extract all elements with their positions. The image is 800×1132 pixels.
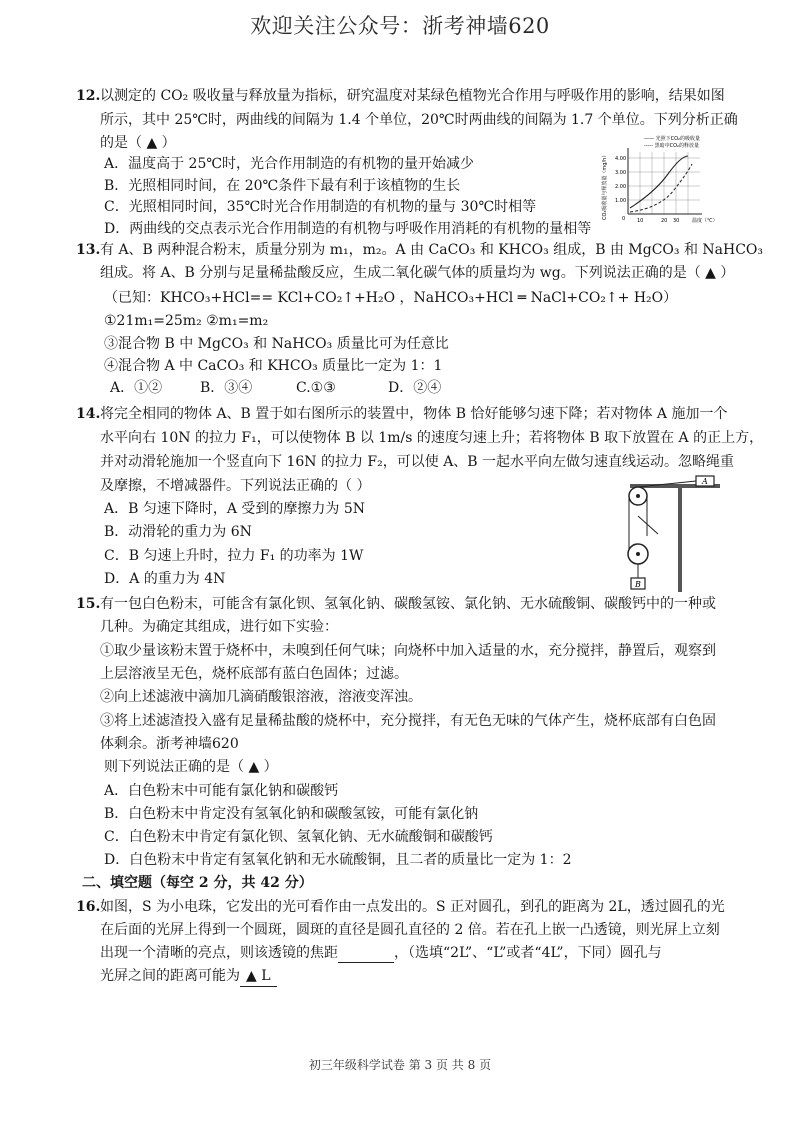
q16-text: ，（选填“2L”、“L”或者“4L”，下同）圆孔与 [394, 945, 662, 961]
q15-line: 有一包白色粉末，可能含有氯化钡、氢氧化钠、碳酸氢铵、氯化钠、无水硫酸铜、碳酸钙中的一种或 [100, 596, 716, 612]
graph-ytick: 1.00 [615, 198, 627, 204]
q13-line: （已知：KHCO₃+HCl== KCl+CO₂↑+H₂O ，NaHCO₃+HCl ═ NaCl+CO₂↑+ H₂O） [104, 290, 678, 306]
q14-option-a: A．B 匀速下降时，A 受到的摩擦力为 5N [104, 501, 366, 517]
q12-option-a: A．温度高于 25℃时，光合作用制造的有机物的量开始减少 [104, 156, 475, 172]
q13-option-d: D．②④ [388, 380, 442, 396]
q14-option-b: B．动滑轮的重力为 6N [104, 524, 252, 540]
graph-ytick: 4.00 [615, 156, 627, 162]
q16-text: 出现一个清晰的亮点，则该透镜的焦距 [100, 945, 338, 961]
q12-option-d: D．两曲线的交点表示光合作用制造的有机物与呼吸作用消耗的有机物的量相等 [104, 221, 592, 237]
graph-ytick: 0 [622, 216, 626, 222]
q13-line: ④混合物 A 中 CaCO₃ 和 KHCO₃ 质量比一定为 1：1 [104, 358, 443, 374]
q14-line: 并对动滑轮施加一个竖直向下 16N 的拉力 F₂，可以使 A、B 一起水平向左做匀速直线运动。忽略绳重 [100, 454, 735, 470]
q15-option-a: A．白色粉末中可能有氯化钠和碳酸钙 [104, 783, 339, 799]
q14-pulley-figure [612, 474, 722, 592]
graph-xtick: 30 [673, 218, 680, 224]
q16-text: 光屏之间的距离可能为 [100, 968, 240, 984]
q12-line: 的是（ ▲ ） [100, 135, 176, 151]
graph-legend-2: ----- 黑暗中CO₂的释放量 [644, 143, 700, 149]
q13-option-c: C.①③ [296, 380, 336, 396]
graph-xtick: 10 [637, 218, 644, 224]
q13-option-a: A．①② [110, 380, 163, 396]
q12-option-b: B．光照相同时间，在 20℃条件下最有利于该植物的生长 [104, 178, 461, 194]
q14-number: 14. [76, 406, 101, 422]
q15-option-b: B．白色粉末中肯定没有氢氧化钠和碳酸氢铵，可能有氯化钠 [104, 806, 479, 822]
q14-line: 水平向右 10N 的拉力 F₁，可以使物体 B 以 1m/s 的速度匀速上升；若将物体 B 取下放置在 A 的正上方， [100, 430, 764, 446]
graph-xtick: 20 [661, 218, 668, 224]
q13-number: 13. [76, 242, 101, 258]
q12-number: 12. [76, 88, 101, 104]
q16-line: 在后面的光屏上得到一个圆斑，圆斑的直径是圆孔直径的 2 倍。若在孔上嵌一凸透镜，则光屏上立刻 [100, 922, 720, 938]
block-b-label: B [635, 580, 641, 589]
q14-line: 将完全相同的物体 A、B 置于如右图所示的装置中，物体 B 恰好能够匀速下降；若对物体 A 施加一个 [100, 406, 728, 422]
q15-option-d: D．白色粉末中肯定有氢氧化钠和无水硫酸铜，且二者的质量比一定为 1：2 [104, 852, 572, 868]
q15-line: ①取少量该粉末置于烧杯中，未嗅到任何气味；向烧杯中加入适量的水，充分搅拌，静置后，观察到 [100, 643, 716, 659]
q16-line: 如图，S 为小电珠，它发出的光可看作由一点发出的。S 正对圆孔，到孔的距离为 2L，透过圆孔的光 [100, 899, 725, 915]
q16-line [100, 966, 277, 987]
q13-line: 组成。将 A、B 分别与足量稀盐酸反应，生成二氧化碳气体的质量均为 wg。下列说法正确的是（ ▲ ） [100, 265, 735, 281]
section-title: 二、填空题（每空 2 分，共 42 分） [82, 875, 313, 891]
q16-line [100, 943, 662, 963]
q13-line: ①21m₁=25m₂ ②m₁=m₂ [104, 313, 269, 329]
q12-line: 以测定的 CO₂ 吸收量与释放量为指标，研究温度对某绿色植物光合作用与呼吸作用的影响，结果如图 [100, 88, 725, 104]
page-header: 欢迎关注公众号：浙考神墙620 [250, 14, 550, 38]
q15-option-c: C．白色粉末中肯定有氯化钡、氢氧化钠、无水硫酸铜和碳酸钙 [104, 829, 493, 845]
q15-line: 几种。为确定其组成，进行如下实验： [100, 619, 338, 635]
q15-line: 上层溶液呈无色，烧杯底部有蓝白色固体；过滤。 [100, 666, 408, 682]
q15-number: 15. [76, 596, 101, 612]
answer-blank[interactable]: ▲ L [240, 966, 277, 987]
q14-line: 及摩擦，不增减器件。下列说法正确的（ ） [100, 478, 371, 494]
q15-line: ②向上述滤液中滴加几滴硝酸银溶液，溶液变浑浊。 [100, 689, 422, 705]
q12-option-c: C．光照相同时间，35℃时光合作用制造的有机物的量与 30℃时相等 [104, 199, 537, 215]
graph-ytick: 3.00 [615, 170, 627, 176]
q13-line: 有 A、B 两种混合粉末，质量分别为 m₁，m₂。A 由 CaCO₃ 和 KHCO₃ 组成，B 由 MgCO₃ 和 NaHCO₃ [100, 242, 764, 258]
graph-ylabel: CO₂吸收量与释放量（mg/h） [602, 152, 608, 220]
answer-blank[interactable] [338, 948, 394, 963]
q15-line: 体剩余。浙考神墙620 [100, 736, 239, 752]
q13-line: ③混合物 B 中 MgCO₃ 和 NaHCO₃ 质量比可为任意比 [104, 336, 449, 352]
q12-graph [600, 134, 720, 226]
block-a-label: A [702, 477, 708, 486]
q15-line: 则下列说法正确的是（ ▲ ） [104, 759, 278, 775]
q14-option-d: D．A 的重力为 4N [104, 571, 226, 587]
graph-legend-1: —— 光照下CO₂的吸收量 [644, 136, 701, 142]
page-footer: 初三年级科学试卷 第 3 页 共 8 页 [308, 1058, 492, 1072]
q16-number: 16. [76, 899, 101, 915]
graph-xlabel: 温度（℃） [692, 218, 718, 224]
q13-option-b: B．③④ [200, 380, 253, 396]
graph-ytick: 2.00 [615, 184, 627, 190]
q12-line: 所示，其中 25℃时，两曲线的间隔为 1.4 个单位，20℃时两曲线的间隔为 1.7 个单位。下列分析正确 [100, 112, 738, 128]
q15-line: ③将上述滤渣投入盛有足量稀盐酸的烧杯中，充分搅拌，有无色无味的气体产生，烧杯底部有白色固 [100, 713, 716, 729]
q14-option-c: C．B 匀速上升时，拉力 F₁ 的功率为 1W [104, 548, 364, 564]
